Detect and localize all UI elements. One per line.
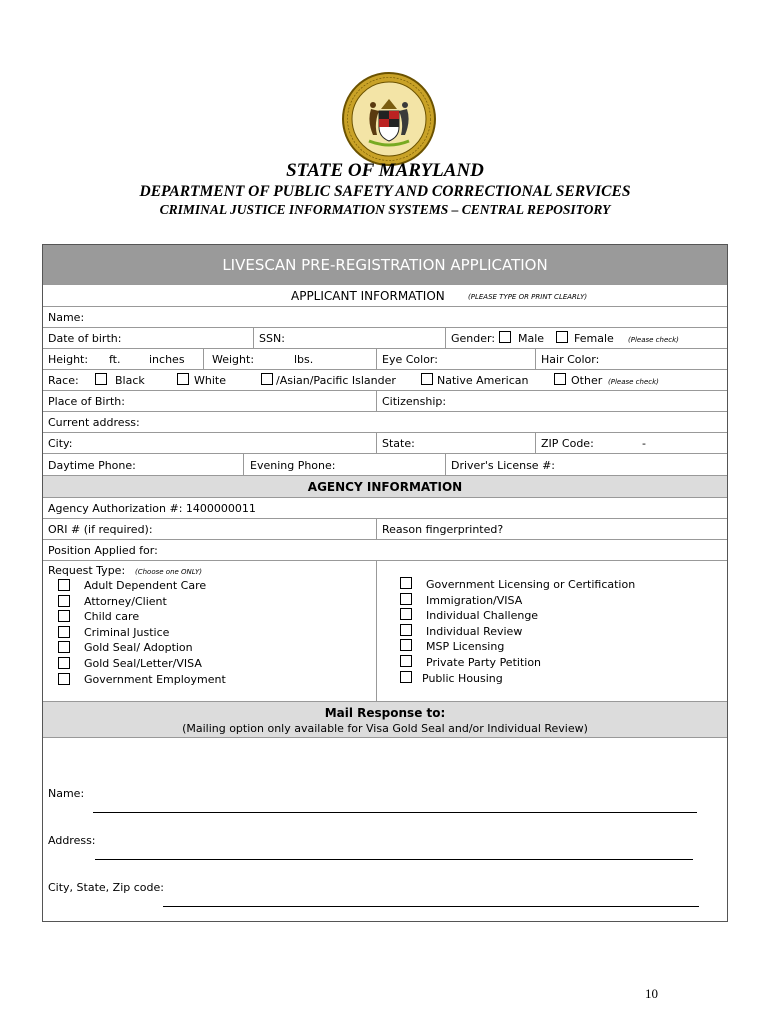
applicant-section-header — [43, 285, 727, 307]
position-label: Position Applied for: — [48, 544, 158, 557]
city-row — [43, 433, 727, 454]
checkbox[interactable] — [58, 641, 70, 653]
checkbox[interactable] — [400, 593, 412, 605]
citizenship-label: Citizenship: — [382, 395, 447, 408]
male-checkbox[interactable] — [499, 331, 511, 343]
state-cell[interactable] — [376, 433, 415, 453]
option-label: Gold Seal/Letter/VISA — [84, 657, 202, 670]
option-label: Child care — [84, 610, 140, 623]
address-row[interactable] — [43, 412, 727, 433]
option-label: Public Housing — [422, 672, 503, 685]
mail-csz-line[interactable] — [163, 906, 699, 907]
division-title: CRIMINAL JUSTICE INFORMATION SYSTEMS – CENTRAL REPOSITORY — [159, 202, 611, 217]
option-label: Adult Dependent Care — [84, 579, 207, 592]
application-form — [42, 244, 728, 922]
dob-row — [43, 328, 727, 349]
race-white-label: White — [194, 374, 226, 387]
applicant-heading: APPLICANT INFORMATION — [291, 289, 445, 303]
agency-auth-row — [43, 498, 727, 519]
option-label: Individual Challenge — [426, 609, 539, 622]
evening-phone-label: Evening Phone: — [250, 459, 336, 472]
height-label: Height: — [48, 353, 89, 366]
gender-label: Gender: — [451, 332, 496, 345]
option-label: Immigration/VISA — [426, 594, 523, 607]
form-title-bar — [43, 245, 727, 285]
checkbox[interactable] — [400, 655, 412, 667]
ssn-label: SSN: — [259, 332, 285, 345]
mail-csz-label: City, State, Zip code: — [48, 881, 164, 894]
race-row — [43, 370, 727, 391]
weight-cell[interactable] — [203, 349, 314, 369]
race-asian-checkbox[interactable] — [261, 373, 273, 385]
checkbox[interactable] — [58, 595, 70, 607]
zip-cell[interactable] — [535, 433, 727, 453]
reason-cell[interactable] — [376, 519, 727, 539]
race-other-checkbox[interactable] — [554, 373, 566, 385]
option-label: MSP Licensing — [426, 640, 505, 653]
race-asian-label: /Asian/Pacific Islander — [276, 374, 396, 387]
state-label: State: — [382, 437, 415, 450]
ori-row — [43, 519, 727, 540]
mail-name-label: Name: — [48, 787, 85, 800]
department-title: DEPARTMENT OF PUBLIC SAFETY AND CORRECTIONAL SERVICES — [139, 183, 631, 200]
checkbox[interactable] — [400, 577, 412, 589]
phone-row — [43, 454, 727, 476]
checkbox[interactable] — [400, 671, 412, 683]
place-of-birth-label: Place of Birth: — [48, 395, 125, 408]
checkbox[interactable] — [58, 673, 70, 685]
race-label: Race: — [48, 374, 79, 387]
mail-heading: Mail Response to: — [324, 706, 446, 720]
dob-label: Date of birth: — [48, 332, 122, 345]
birthplace-row — [43, 391, 727, 412]
option-label: Criminal Justice — [84, 626, 170, 639]
option-label: Government Licensing or Certification — [426, 578, 636, 591]
option-label: Individual Review — [426, 625, 523, 638]
name-row[interactable] — [43, 307, 727, 328]
race-note: (Please check) — [608, 378, 659, 386]
option-label: Attorney/Client — [84, 595, 167, 608]
male-label: Male — [518, 332, 545, 345]
daytime-phone-label: Daytime Phone: — [48, 459, 136, 472]
female-label: Female — [574, 332, 614, 345]
feet-label: ft. — [109, 353, 121, 366]
race-native-checkbox[interactable] — [421, 373, 433, 385]
request-type-note: (Choose one ONLY) — [135, 568, 203, 576]
checkbox[interactable] — [58, 579, 70, 591]
mail-name-line[interactable] — [93, 812, 697, 813]
hair-color-label: Hair Color: — [541, 353, 600, 366]
option-label: Gold Seal/ Adoption — [84, 641, 193, 654]
hair-color-cell[interactable] — [535, 349, 727, 369]
maryland-seal-logo — [341, 71, 437, 167]
agency-authorization: Agency Authorization #: 1400000011 — [48, 502, 256, 515]
agency-section-header — [43, 476, 727, 498]
physical-row — [43, 349, 727, 370]
mail-address-line[interactable] — [95, 859, 693, 860]
female-checkbox[interactable] — [556, 331, 568, 343]
mail-note: (Mailing option only available for Visa Gold Seal and/or Individual Review) — [182, 722, 588, 735]
state-title: STATE OF MARYLAND — [286, 160, 484, 181]
gender-cell — [445, 328, 727, 348]
option-label: Private Party Petition — [426, 656, 542, 669]
option-label: Government Employment — [84, 673, 226, 686]
race-white-checkbox[interactable] — [177, 373, 189, 385]
weight-label: Weight: — [212, 353, 255, 366]
ssn-cell[interactable] — [253, 328, 285, 348]
race-other-label: Other — [571, 374, 603, 387]
race-black-label: Black — [115, 374, 145, 387]
zip-label: ZIP Code: — [541, 437, 594, 450]
request-type-label: Request Type: — [48, 564, 126, 577]
citizenship-cell[interactable] — [376, 391, 727, 411]
checkbox[interactable] — [400, 608, 412, 620]
reason-label: Reason fingerprinted? — [382, 523, 504, 536]
current-address-label: Current address: — [48, 416, 140, 429]
race-black-checkbox[interactable] — [95, 373, 107, 385]
agency-heading: AGENCY INFORMATION — [307, 480, 463, 494]
gender-note: (Please check) — [628, 336, 679, 344]
ori-label: ORI # (if required): — [48, 523, 153, 536]
checkbox[interactable] — [400, 639, 412, 651]
form-title: LIVESCAN PRE-REGISTRATION APPLICATION — [222, 256, 548, 274]
page-number: 10 — [645, 986, 658, 1001]
name-label: Name: — [48, 311, 85, 324]
mail-section-header — [43, 702, 727, 738]
license-cell[interactable] — [445, 454, 727, 475]
city-label: City: — [48, 437, 73, 450]
race-native-label: Native American — [437, 374, 529, 387]
applicant-heading-note: (PLEASE TYPE OR PRINT CLEARLY) — [468, 293, 588, 301]
lbs-label: lbs. — [294, 353, 314, 366]
position-row[interactable] — [43, 540, 727, 561]
request-type-row — [43, 561, 727, 702]
checkbox[interactable] — [58, 610, 70, 622]
eye-color-cell[interactable] — [376, 349, 438, 369]
checkbox[interactable] — [58, 657, 70, 669]
mail-address-label: Address: — [48, 834, 96, 847]
inches-label: inches — [149, 353, 185, 366]
evening-phone-cell[interactable] — [243, 454, 336, 475]
eye-color-label: Eye Color: — [382, 353, 438, 366]
checkbox[interactable] — [58, 626, 70, 638]
zip-dash: - — [642, 437, 646, 450]
checkbox[interactable] — [400, 624, 412, 636]
drivers-license-label: Driver's License #: — [451, 459, 555, 472]
